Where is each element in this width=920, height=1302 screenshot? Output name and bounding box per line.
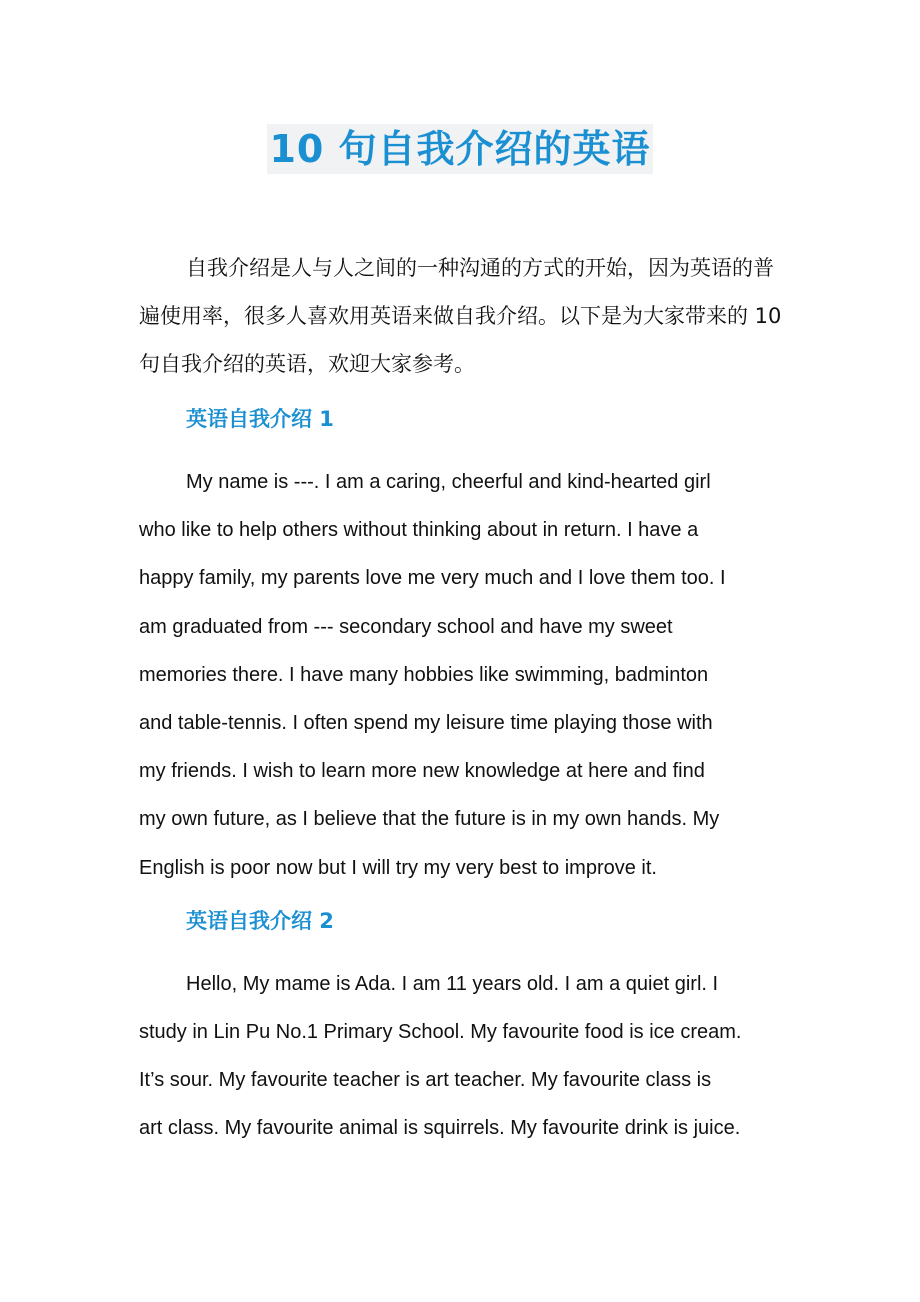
paragraph-line: It’s sour. My favourite teacher is art teacher. My favourite class is — [139, 1069, 712, 1092]
paragraph-line: happy family, my parents love me very much and I love them too. I — [139, 567, 726, 590]
paragraph-line: art class. My favourite animal is squirrels. My favourite drink is juice. — [139, 1117, 741, 1140]
title-container — [0, 124, 920, 174]
intro-paragraph: 自我介绍是人与人之间的一种沟通的方式的开始，因为英语的普遍使用率，很多人喜欢用英语来做自我介绍。以下是为大家带来的 10 句自我介绍的英语，欢迎大家参考。 — [139, 256, 782, 376]
section-paragraph-2 — [139, 960, 789, 1153]
section-heading-1: 英语自我介绍 1 — [186, 407, 334, 431]
paragraph-line: my friends. I wish to learn more new knowledge at here and find — [139, 760, 705, 783]
paragraph-line: my own future, as I believe that the future is in my own hands. My — [139, 808, 720, 831]
paragraph-line: and table-tennis. I often spend my leisure time playing those with — [139, 712, 713, 735]
document-title: 10 句自我介绍的英语 — [267, 124, 652, 174]
paragraph-line: memories there. I have many hobbies like swimming, badminton — [139, 663, 709, 686]
section-heading-2: 英语自我介绍 2 — [186, 908, 334, 933]
document-body — [139, 244, 789, 1167]
paragraph-line: am graduated from --- secondary school and have my sweet — [139, 615, 673, 638]
paragraph-line: My name is ---. I am a caring, cheerful and kind-hearted girl — [186, 471, 711, 493]
paragraph-line: study in Lin Pu No.1 Primary School. My favourite food is ice cream. — [139, 1021, 742, 1044]
paragraph-line: English is poor now but I will try my very best to improve it. — [139, 856, 657, 879]
paragraph-line: who like to help others without thinking about in return. I have a — [139, 519, 699, 542]
paragraph-line: Hello, My mame is Ada. I am 11 years old. I am a quiet girl. I — [186, 972, 719, 995]
section-paragraph-1 — [139, 458, 789, 892]
